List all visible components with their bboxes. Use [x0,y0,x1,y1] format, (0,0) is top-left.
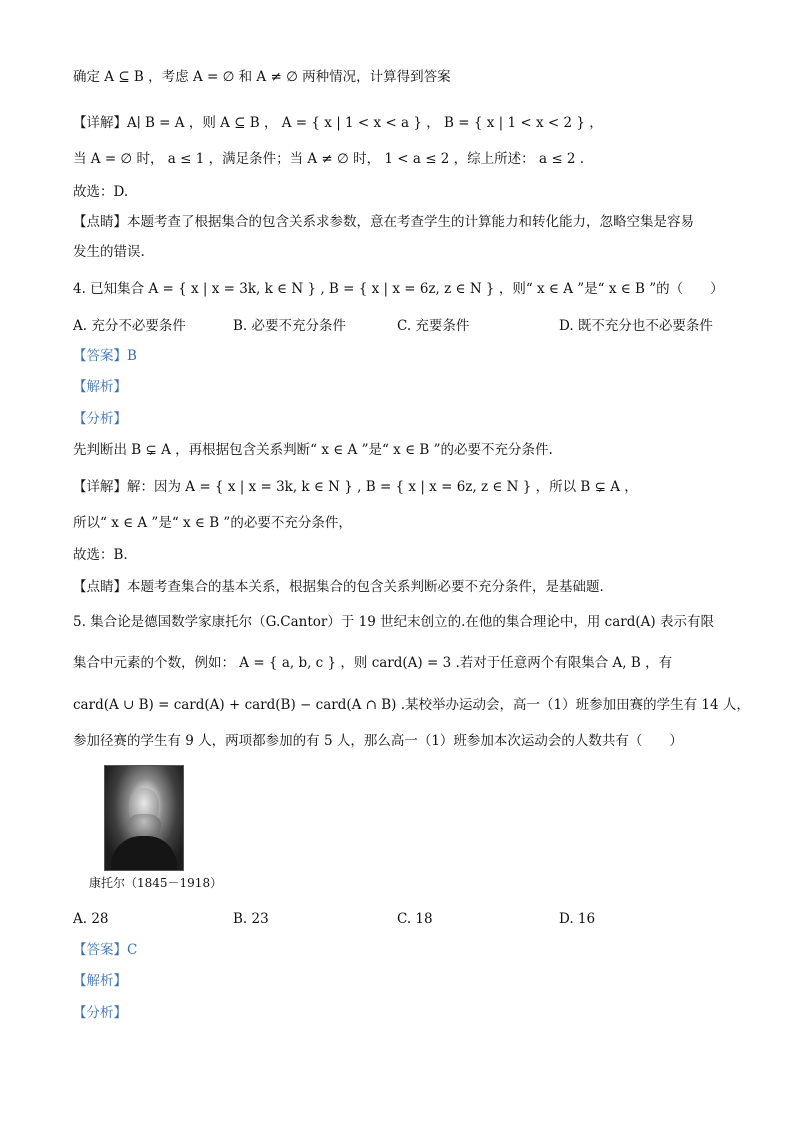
text-line: card(A ∪ B) = card(A) + card(B) − card(A ∩ B) .某校举办运动会，高一（1）班参加田赛的学生有 14 人， [73,697,750,713]
q5-option-b: B. 23 [233,911,269,927]
text-line: 参加径赛的学生有 9 人，两项都参加的有 5 人，那么高一（1）班参加本次运动会的人数共有（ ） [73,733,683,749]
q4-option-b: B. 必要不充分条件 [233,318,347,334]
q5-analysis-heading: 【解析】 [73,973,127,989]
q5-fenxi-heading: 【分析】 [73,1005,127,1021]
text-line: 所以“ x ∈ A ”是“ x ∈ B ”的必要不充分条件， [73,515,352,531]
text-line: 发生的错误. [73,244,145,260]
text-line: 【详解】解：因为 A = { x | x = 3k, k ∈ N } , B = { x | x = 6z, z ∈ N } ，所以 B ⊊ A ， [73,479,638,495]
text-line: 故选：D. [73,184,129,200]
q5-option-c: C. 18 [397,911,433,927]
q4-answer: 【答案】B [73,348,137,364]
q5-answer: 【答案】C [73,942,138,958]
text-line: 当 A = ∅ 时， a ≤ 1 ，满足条件；当 A ≠ ∅ 时， 1 < a ≤ 2 ，综上所述： a ≤ 2 . [73,151,585,167]
text-line: 【点睛】本题考查了根据集合的包含关系求参数，意在考查学生的计算能力和转化能力，忽略空集是容易 [73,214,694,230]
question-5-stem: 5. 集合论是德国数学家康托尔（G.Cantor）于 19 世纪末创立的.在他的集合理论中，用 card(A) 表示有限 [73,614,714,630]
q4-fenxi-heading: 【分析】 [73,411,127,427]
text-line: 先判断出 B ⊊ A ，再根据包含关系判断“ x ∈ A ”是“ x ∈ B ”的必要不充分条件. [73,442,553,458]
text-line: 故选：B. [73,547,128,563]
q5-option-a: A. 28 [73,911,109,927]
q4-option-d: D. 既不充分也不必要条件 [559,318,713,334]
q4-option-a: A. 充分不必要条件 [73,318,186,334]
q5-option-d: D. 16 [559,911,596,927]
text-line: 确定 A ⊆ B ，考虑 A = ∅ 和 A ≠ ∅ 两种情况，计算得到答案 [73,69,451,85]
q4-analysis-heading: 【解析】 [73,379,127,395]
q4-option-c: C. 充要条件 [397,318,470,334]
text-line: 集合中元素的个数，例如： A = { a, b, c } ，则 card(A) = 3 .若对于任意两个有限集合 A, B ，有 [73,655,673,671]
text-line: 【详解】A∣ B = A ，则 A ⊆ B ， A = { x | 1 < x < a } ， B = { x | 1 < x < 2 } ， [73,115,603,131]
text-line: 【点睛】本题考查集合的基本关系，根据集合的包含关系判断必要不充分条件，是基础题. [73,579,604,595]
portrait-caption: 康托尔（1845－1918） [89,876,223,890]
question-4-stem: 4. 已知集合 A = { x | x = 3k, k ∈ N } , B = { x | x = 6z, z ∈ N } ，则“ x ∈ A ”是“ x ∈ B ”的（ ） [73,281,724,297]
cantor-portrait-image [104,765,184,871]
